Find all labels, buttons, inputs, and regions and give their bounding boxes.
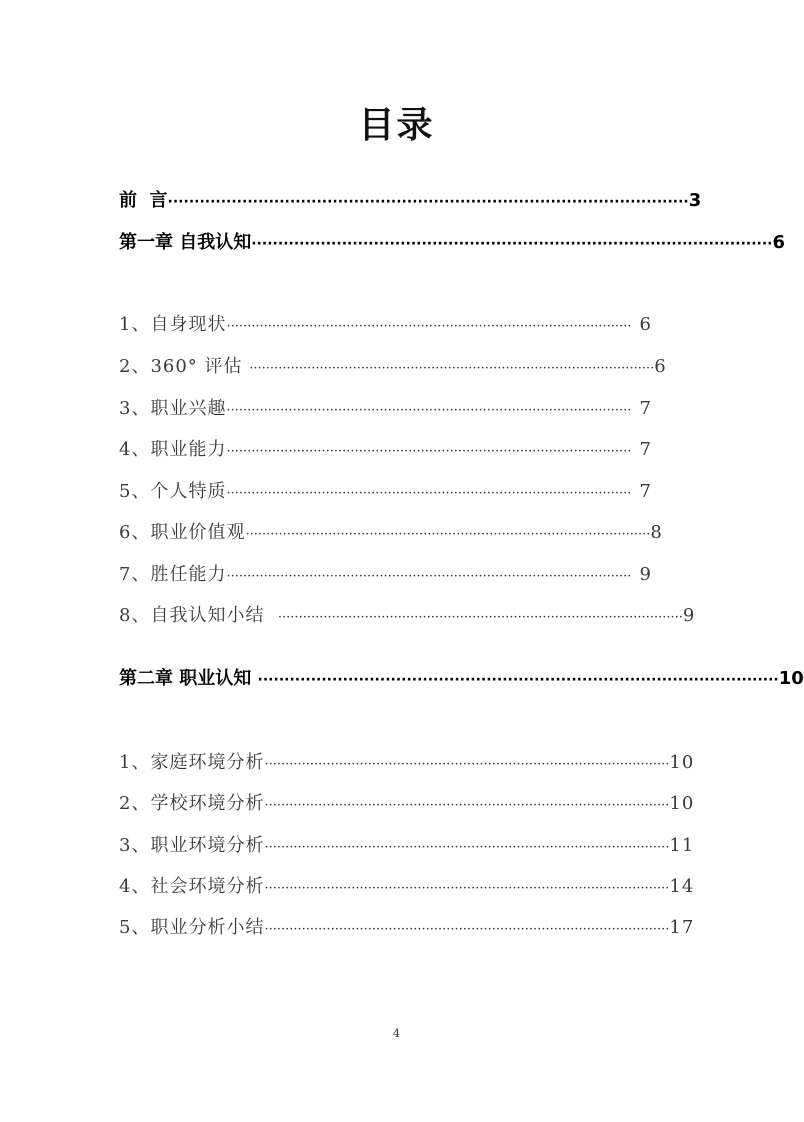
toc-entry-1-3[interactable] [119, 394, 652, 424]
toc-entry-page: 14 [669, 876, 695, 897]
toc-leader-dots: ·································································································· [264, 840, 670, 855]
toc-entry-page: 10 [669, 752, 695, 773]
toc-leader-dots: ·································································································· [226, 403, 632, 418]
toc-leader-dots: ·································································································· [245, 527, 651, 542]
toc-entry-2-3[interactable] [119, 831, 695, 861]
toc-leader-dots: ·································································································· [257, 672, 779, 688]
toc-leader-dots: ·································································································· [277, 610, 683, 625]
toc-entry-label: 1、自身现状 [119, 314, 227, 335]
toc-entry-page: 17 [669, 917, 695, 938]
page-number: 4 [393, 1027, 400, 1040]
toc-entry-page: 8 [650, 522, 663, 543]
toc-entry-label: 4、社会环境分析 [119, 876, 265, 897]
toc-entry-1-8[interactable] [119, 601, 696, 631]
toc-entry-chapter2[interactable] [119, 664, 804, 694]
page-title: 目录 [358, 105, 435, 146]
toc-entry-page: 6 [772, 232, 786, 253]
toc-leader-dots: ·································································································· [226, 569, 632, 584]
toc-entry-page: 9 [639, 564, 652, 585]
toc-entry-label: 7、胜任能力 [119, 564, 227, 585]
toc-entry-2-2[interactable] [119, 789, 695, 819]
toc-entry-label: 3、职业环境分析 [119, 835, 265, 856]
toc-entry-label: 第一章 自我认知 [119, 232, 252, 253]
toc-entry-label: 3、职业兴趣 [119, 398, 227, 419]
toc-entry-label: 8、自我认知小结 [119, 605, 278, 626]
toc-entry-page: 6 [654, 356, 667, 377]
toc-entry-1-7[interactable] [119, 560, 652, 590]
toc-entry-page: 9 [682, 605, 696, 626]
toc-leader-dots: ·································································································· [167, 194, 689, 210]
toc-entry-label: 前 言 [119, 190, 168, 211]
toc-entry-page: 7 [639, 398, 652, 419]
toc-leader-dots: ·································································································· [226, 444, 632, 459]
toc-entry-1-2[interactable] [119, 352, 667, 382]
toc-entry-page: 11 [669, 835, 695, 856]
toc-leader-dots: ·································································································· [226, 486, 632, 501]
toc-entry-label: 2、360° 评估 [119, 356, 250, 377]
toc-entry-page: 7 [639, 481, 652, 502]
toc-leader-dots: ·································································································· [264, 798, 670, 813]
toc-entry-2-4[interactable] [119, 872, 695, 902]
toc-entry-page: 3 [688, 190, 702, 211]
toc-entry-preface[interactable] [119, 186, 702, 216]
toc-leader-dots: ·································································································· [264, 757, 670, 772]
toc-entry-page: 7 [639, 439, 652, 460]
toc-entry-1-5[interactable] [119, 477, 652, 507]
toc-leader-dots: ·································································································· [264, 922, 670, 937]
toc-entry-label: 4、职业能力 [119, 439, 227, 460]
toc-leader-dots: ·································································································· [251, 236, 773, 252]
toc-entry-1-6[interactable] [119, 518, 663, 548]
toc-entry-label: 1、家庭环境分析 [119, 752, 265, 773]
toc-entry-page: 10 [669, 793, 695, 814]
toc-entry-2-5[interactable] [119, 913, 695, 943]
toc-entry-chapter1[interactable] [119, 228, 786, 258]
toc-entry-label: 6、职业价值观 [119, 522, 246, 543]
toc-entry-label: 第二章 职业认知 [119, 668, 258, 689]
toc-entry-page: 6 [639, 314, 652, 335]
toc-entry-label: 2、学校环境分析 [119, 793, 265, 814]
toc-leader-dots: ·································································································· [226, 319, 632, 334]
toc-leader-dots: ·································································································· [264, 881, 670, 896]
toc-entry-page: 10 [778, 668, 804, 689]
toc-entry-1-4[interactable] [119, 435, 652, 465]
toc-entry-2-1[interactable] [119, 748, 695, 778]
toc-entry-label: 5、职业分析小结 [119, 917, 265, 938]
toc-entry-label: 5、个人特质 [119, 481, 227, 502]
toc-entry-1-1[interactable] [119, 310, 652, 340]
toc-leader-dots: ·································································································· [249, 361, 655, 376]
